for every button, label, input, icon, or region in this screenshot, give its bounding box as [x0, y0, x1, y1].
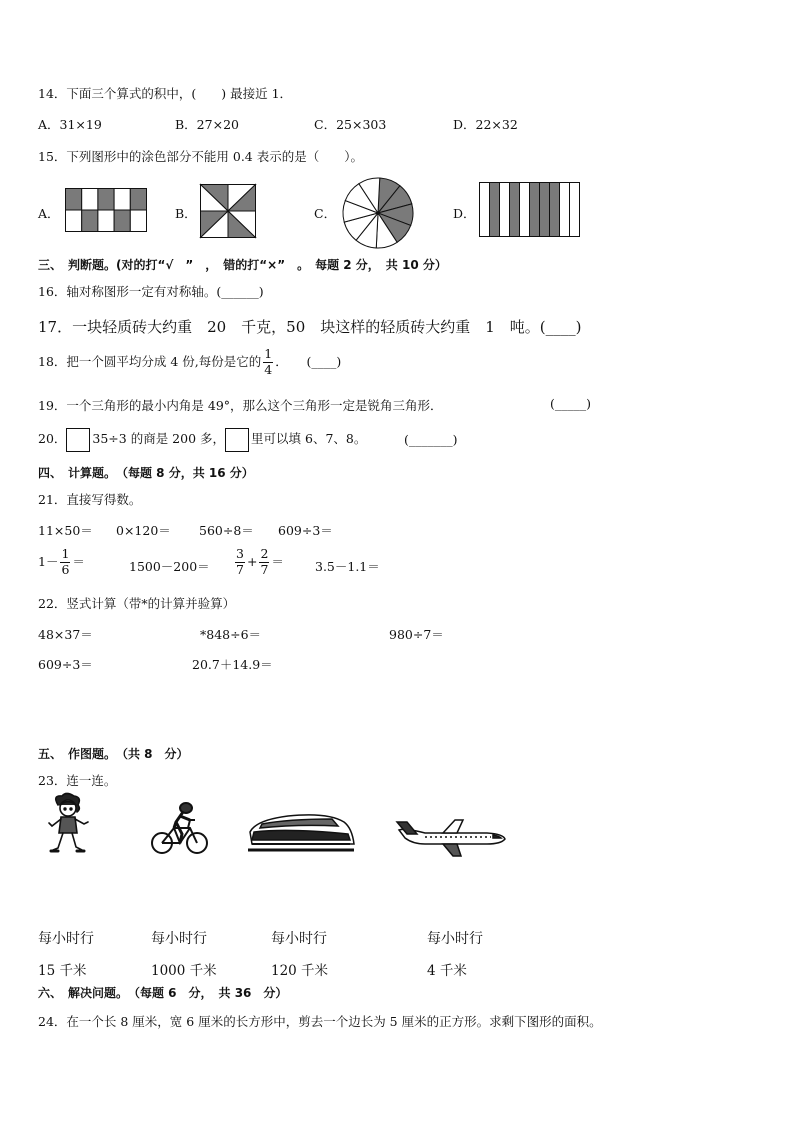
q15-label-d: D． — [453, 206, 476, 221]
section-6-title: 六、 解决问题。 （每题 6 分， 共 36 分） — [38, 986, 288, 1000]
q18-denominator: 4 — [264, 361, 273, 377]
q20-pre: 20． — [38, 431, 67, 446]
q21-item-7-operator: + — [246, 553, 258, 569]
q21-item-7-denominator-1: 7 — [236, 561, 244, 577]
q21-item-2: 0×120＝ — [116, 523, 171, 538]
q15-stem: 15．下列图形中的涂色部分不能用 0.4 表示的是（ ）。 — [38, 149, 363, 164]
strip — [520, 183, 530, 237]
q14-option-b: B．27×20 — [175, 117, 239, 132]
speed-value-2: 1000 千米 — [151, 963, 217, 979]
q14-option-c: C．25×303 — [314, 117, 387, 132]
strip — [540, 183, 550, 237]
q21-item-7-fraction-1 — [235, 548, 245, 576]
speed-label-4: 每小时行 — [427, 931, 483, 947]
q21-item-5-post: ＝ — [72, 553, 85, 569]
q15-label-a: A． — [38, 206, 60, 221]
q18-pre: 18．把一个圆平均分成 4 份,每份是它的 — [38, 353, 262, 369]
q17-text: 17．一块轻质砖大约重 20 千克，50 块这样的轻质砖大约重 1 吨。(____) — [38, 318, 582, 336]
q22-item-1: 48×37＝ — [38, 627, 93, 642]
strip — [530, 183, 540, 237]
section-5-title: 五、 作图题。 （共 8 分） — [38, 747, 189, 761]
q15-label-c: C． — [314, 206, 337, 221]
speed-value-1: 15 千米 — [38, 963, 87, 979]
cyclist-icon — [150, 798, 210, 858]
q22-item-2: *848÷6＝ — [200, 627, 262, 642]
q21-item-7-fraction-2 — [259, 548, 269, 576]
cell — [130, 189, 146, 211]
q21-item-5-fraction — [60, 548, 70, 576]
q14-option-d: D．22×32 — [453, 117, 518, 132]
cell — [82, 189, 98, 211]
q18 — [38, 348, 341, 376]
cell — [114, 189, 130, 211]
q21-item-7-denominator-2: 7 — [260, 561, 269, 577]
q21-item-7-numerator-1: 3 — [236, 546, 244, 561]
q22-item-4: 609÷3＝ — [38, 657, 93, 672]
q21-item-4: 609÷3＝ — [278, 523, 333, 538]
speed-value-4: 4 千米 — [427, 963, 467, 979]
q20-mid: 35÷3 的商是 200 多， — [92, 431, 226, 446]
speed-value-3: 120 千米 — [271, 963, 329, 979]
figure-a-grid — [65, 188, 147, 232]
q21-item-5 — [38, 548, 85, 576]
q21-item-8: 3.5－1.1＝ — [315, 559, 380, 574]
q22-item-5: 20.7＋14.9＝ — [192, 657, 273, 672]
figure-c-circle — [341, 176, 415, 250]
cell — [98, 189, 114, 211]
section-4-title: 四、 计算题。 （每题 8 分，共 16 分） — [38, 466, 254, 480]
cell — [82, 210, 98, 232]
q16-text: 16．轴对称图形一定有对称轴。(______) — [38, 284, 264, 299]
q24-text: 24．在一个长 8 厘米，宽 6 厘米的长方形中，剪去一个边长为 5 厘米的正方形。求剩下图形的面积。 — [38, 1014, 602, 1029]
q21-item-7-numerator-2: 2 — [260, 546, 269, 561]
q20-post: 里可以填 6、7、8。 — [251, 431, 367, 446]
cell — [98, 210, 114, 232]
q21-item-5-pre: 1－ — [38, 553, 59, 569]
strip — [490, 183, 500, 237]
q15-label-b: B． — [175, 206, 197, 221]
speed-label-1: 每小时行 — [38, 931, 94, 947]
q23-stem: 23．连一连。 — [38, 773, 117, 788]
q21-item-5-numerator: 1 — [61, 546, 70, 561]
strip — [500, 183, 510, 237]
q14-option-a: A．31×19 — [38, 117, 102, 132]
q22-stem: 22．竖式计算（带*的计算并验算） — [38, 596, 236, 611]
q21-item-7-post: ＝ — [271, 553, 284, 569]
q22-item-3: 980÷7＝ — [389, 627, 444, 642]
q20-box-1[interactable] — [66, 428, 90, 452]
strip — [570, 183, 580, 237]
q18-fraction — [263, 348, 273, 376]
cell — [114, 210, 130, 232]
cell — [130, 210, 146, 232]
strip — [510, 183, 520, 237]
q18-post: ． (____) — [275, 353, 342, 369]
q20 — [38, 427, 366, 452]
q19-text: 19．一个三角形的最小内角是 49°，那么这个三角形一定是锐角三角形． — [38, 398, 443, 413]
q20-blank: (_______) — [404, 432, 458, 447]
q20-box-2[interactable] — [225, 428, 249, 452]
figure-b-square — [200, 184, 256, 238]
q19-blank: (_____) — [550, 396, 592, 411]
q14-stem: 14．下面三个算式的积中，( ) 最接近 1． — [38, 86, 293, 101]
speed-label-3: 每小时行 — [271, 931, 327, 947]
high-speed-train-icon — [248, 810, 356, 858]
girl-walking-icon — [44, 793, 92, 855]
q21-item-6: 1500－200＝ — [129, 559, 210, 574]
q21-item-7 — [233, 548, 284, 576]
q21-item-3: 560÷8＝ — [199, 523, 254, 538]
q18-numerator: 1 — [264, 346, 273, 361]
section-3-title: 三、 判断题。(对的打“√ ” ， 错的打“×” 。 每题 2 分， 共 10 分） — [38, 258, 447, 272]
figure-d-strips — [479, 182, 581, 238]
strip — [480, 183, 490, 237]
speed-label-2: 每小时行 — [151, 931, 207, 947]
cell — [66, 189, 82, 211]
cell — [66, 210, 82, 232]
strip — [550, 183, 560, 237]
strip — [560, 183, 570, 237]
q21-stem: 21．直接写得数。 — [38, 492, 142, 507]
q21-item-5-denominator: 6 — [61, 561, 70, 577]
airplane-icon — [395, 816, 507, 858]
q21-item-1: 11×50＝ — [38, 523, 93, 538]
